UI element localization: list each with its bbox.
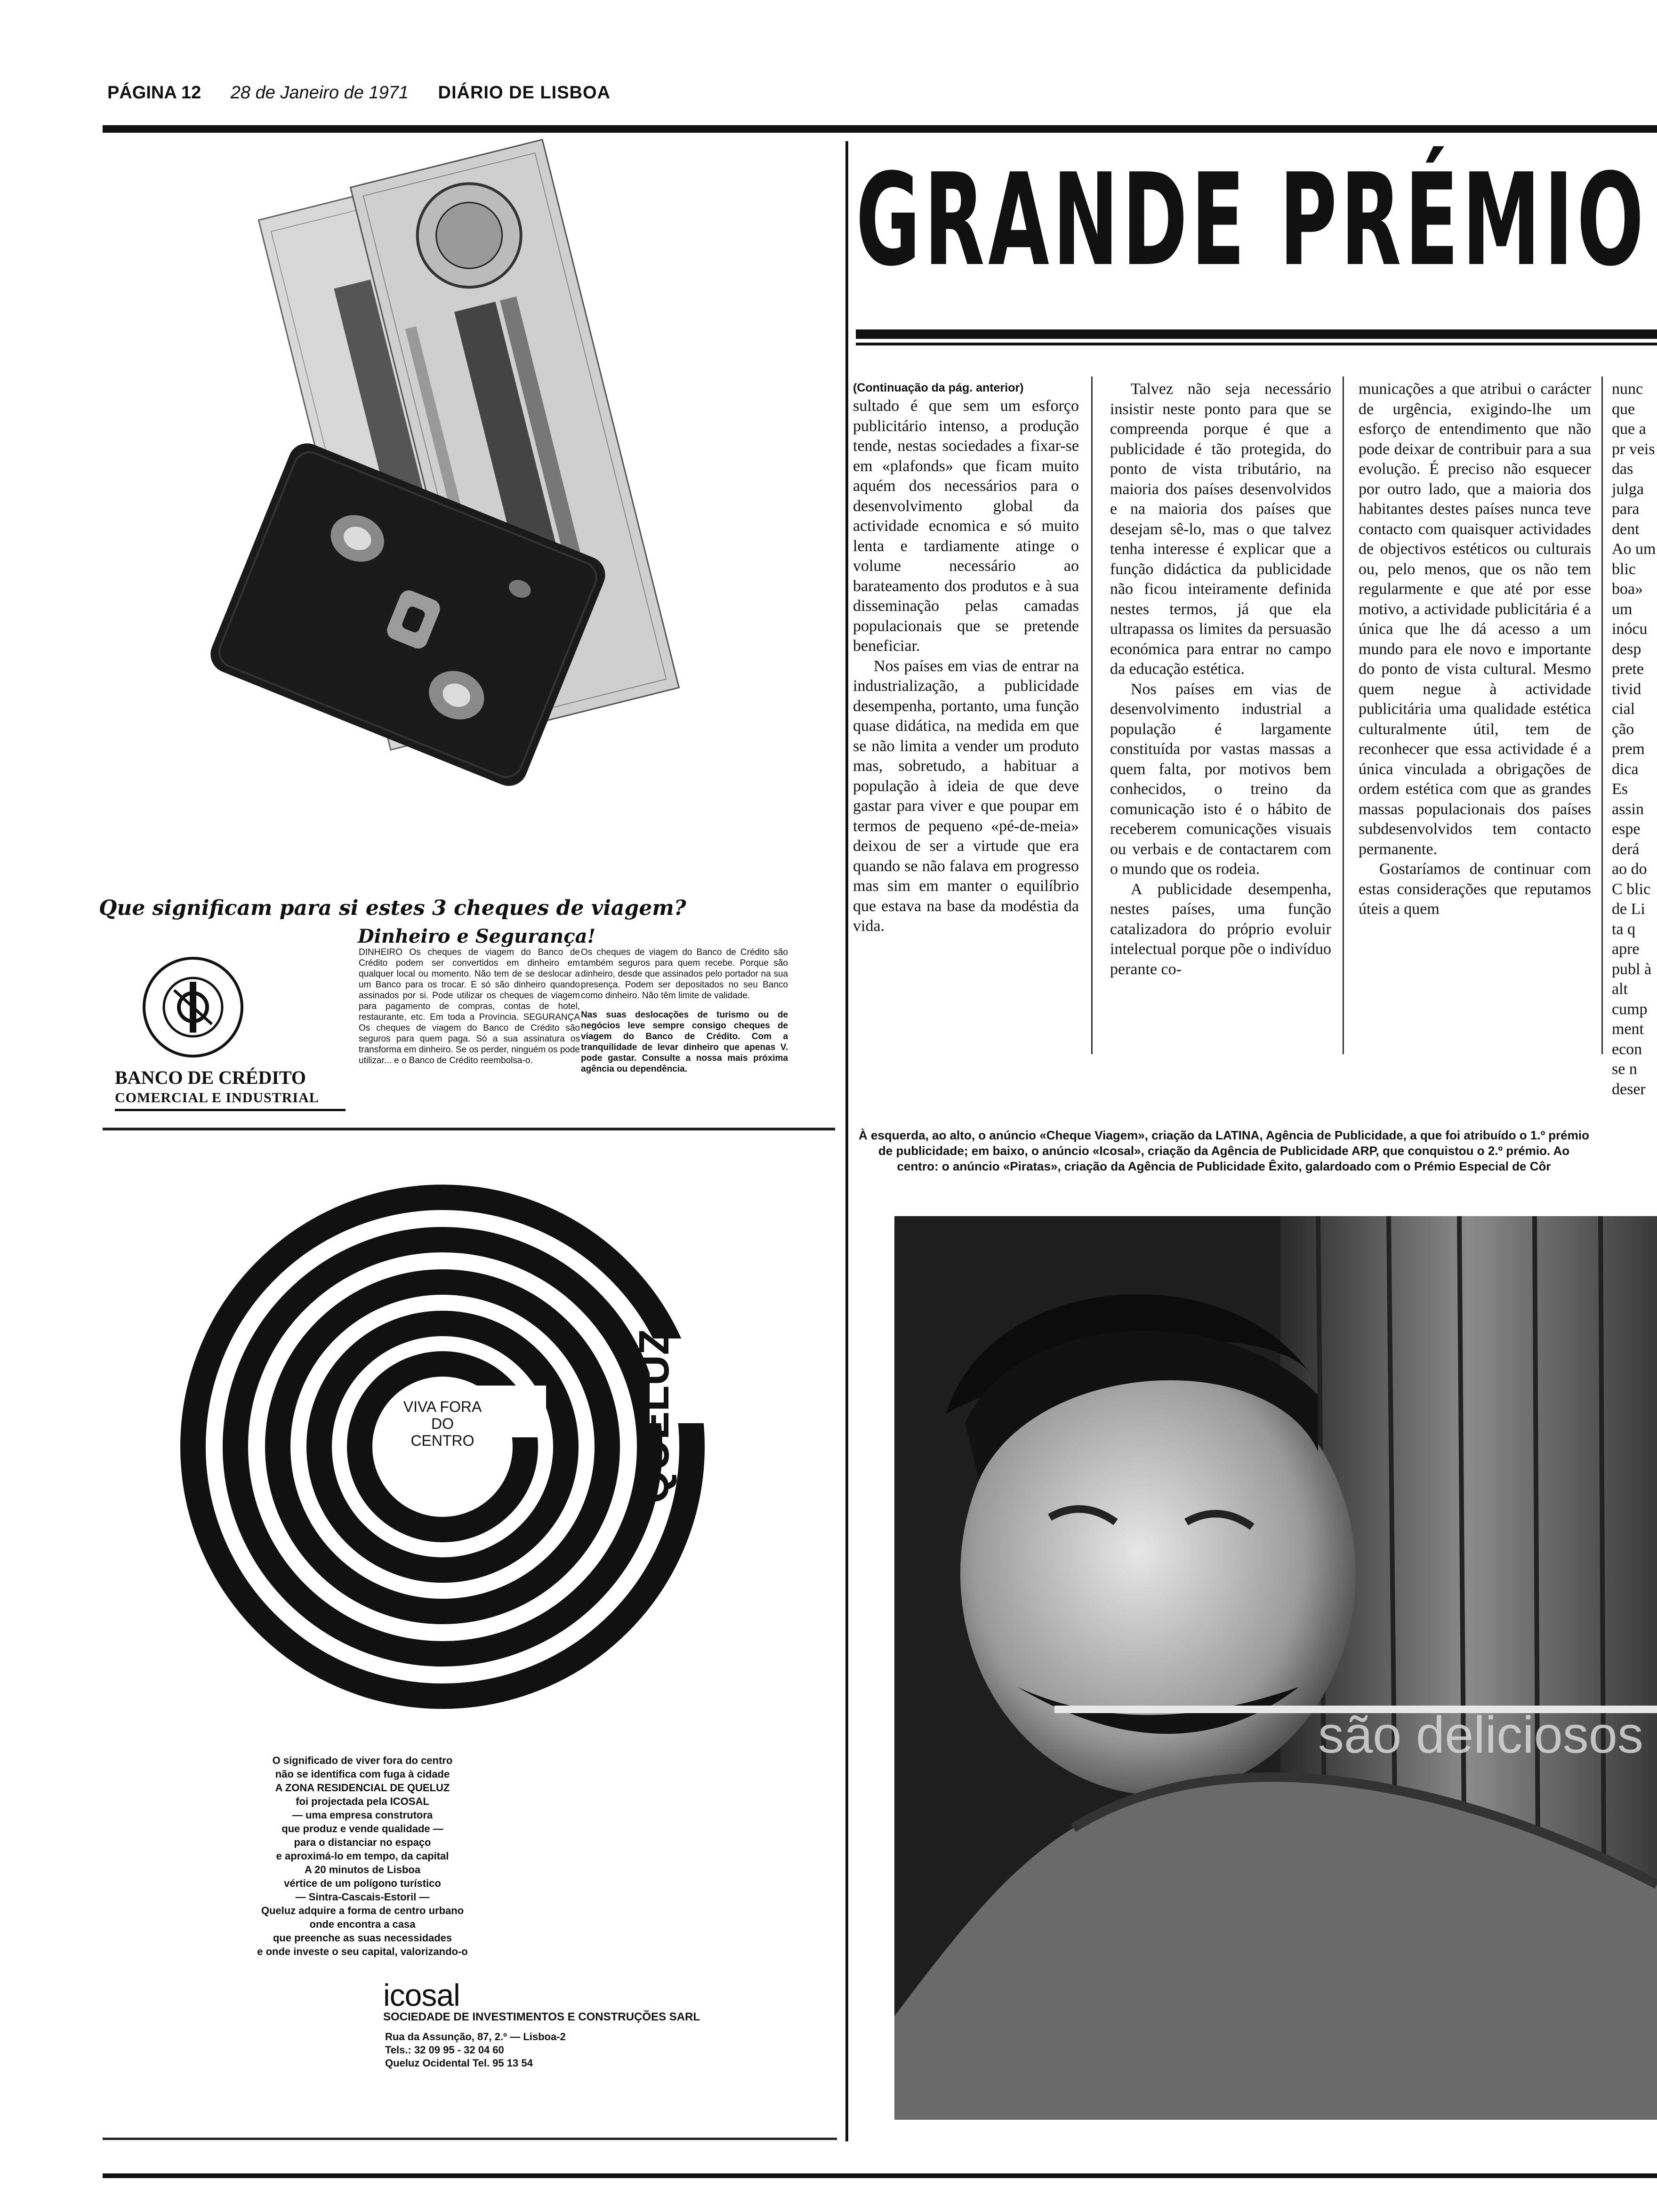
column-rule (1091, 377, 1093, 1054)
icosal-address: Rua da Assunção, 87, 2.º — Lisboa-2 (385, 2031, 566, 2043)
bank-name-underline (115, 1109, 346, 1111)
queluz-line: foi projectada pela ICOSAL (296, 1795, 429, 1807)
article-column-1 (853, 379, 1079, 937)
column-divider (845, 141, 848, 2141)
icosal-queluz-phone: Queluz Ocidental Tel. 95 13 54 (385, 2057, 533, 2069)
article-paragraph: municações a que atribui o carácter de urgência, exigindo-lhe um esforço de entendimento que não pode deixar de contribuir para a sua evolução. É preciso não esquecer por outro lado, que a maioria dos habitantes destes países nunca teve contacto com quaisquer actividades de objectivos estéticos ou culturais ou, pelo menos, que os não tem regularmente e que até por esse motivo, a actividade publicitária é a única que lhe dá acesso a um mundo para ele novo e importante do ponto de vista cultural. Mesmo quem negue à actividade publicitária uma qualidade estética culturalmente útil, tem de reconhecer que essa actividade é a única vinculada a obrigações de ordem estética com que as grandes massas populacionais dos países subdesenvolvidos tem contacto permanente. (1359, 380, 1591, 858)
travel-cheques-photo (226, 141, 767, 880)
queluz-line: que preenche as suas necessidades (273, 1932, 452, 1944)
queluz-line: vértice de um polígono turístico (284, 1877, 441, 1889)
headline-rule-thin (856, 343, 1657, 345)
issue-date: 28 de Janeiro de 1971 (230, 83, 409, 103)
queluz-line: A 20 minutos de Lisboa (304, 1864, 421, 1875)
queluz-vertical-label: QUELUZ (631, 1329, 678, 1503)
photo-overlay-text: são deliciosos (1318, 1706, 1643, 1764)
queluz-line: — Sintra-Cascais-Estoril — (295, 1891, 430, 1903)
column-rule (1343, 377, 1344, 1054)
column-rule (1601, 377, 1603, 1054)
queluz-line: e onde investe o seu capital, valorizando-o (257, 1946, 468, 1957)
cheque-ad-question: Que significam para si estes 3 cheques de viagem? (99, 896, 686, 920)
ad-separator (103, 1128, 835, 1130)
icosal-phones: Tels.: 32 09 95 - 32 04 60 (385, 2044, 504, 2056)
masthead (107, 83, 719, 111)
queluz-line: onde encontra a casa (309, 1918, 416, 1930)
bank-logo (141, 955, 245, 1059)
queluz-line: não se identifica com fuga à cidade (275, 1768, 450, 1780)
piratas-ad-photo (894, 1216, 1657, 2120)
continuation-note: (Continuação da pág. anterior) (853, 381, 1024, 394)
cheque-ad-paragraph: Nas suas deslocações de turismo ou de negócios leve sempre consigo cheques de viagem do Banco de Crédito. Com a tranquilidade de levar dinheiro que apenas V. pode gastar. Consulte a nossa mais próxima agência ou dependência. (581, 1010, 788, 1074)
spiral-center-line-1: VIVA FORA (403, 1398, 482, 1415)
photo-caption: À esquerda, ao alto, o anúncio «Cheque Viagem», criação da LATINA, Agência de Publicidade, a que foi atribuído o 1.º prémio de publicidade; em baixo, o anúncio «Icosal», criação da Agência de Publicidade ARP, que conquistou o 2.º prémio. Ao centro: o anúncio «Piratas», criação da Agência de Publicidade Êxito, galardoado com o Prémio Especial de Côr (858, 1128, 1589, 1173)
queluz-line: para o distanciar no espaço (294, 1836, 431, 1848)
queluz-line: — uma empresa construtora (292, 1809, 433, 1821)
bank-name: BANCO DE CRÉDITO (115, 1067, 306, 1088)
bank-name-sub: COMERCIAL E INDUSTRIAL (115, 1090, 319, 1106)
article-paragraph: Nos países em vias de desenvolvimento industrial a população é largamente constituída por vastas massas a quem falta, por motivos bem conhecidos, o treino da comunicação isto é o hábito de receberem comunicações visuais ou verbais e de contactarem com o mundo que os rodeia. (1110, 680, 1331, 878)
cheque-ad-body-1: DINHEIRO Os cheques de viagem do Banco de Crédito podem ser convertidos em dinheiro em qualquer local ou momento. Não tem de se deslocar a um Banco para os trocar. E só são dinheiro quando assinados por si. Pode utilizar os cheques de viagem para pagamento de compras, contas de hotel, restaurante, etc. Em toda a Província. SEGURANÇA Os cheques de viagem do Banco de Crédito são seguros para quem paga. Só a sua assinatura os transforma em dinheiro. Se os perder, ninguém os pode utilizar... e o Banco de Crédito reembolsa-o. (359, 947, 580, 1066)
bottom-rule (103, 2173, 1657, 2178)
icosal-logo: icosal (383, 1978, 460, 2012)
queluz-line: O significado de viver fora do centro (272, 1755, 453, 1766)
article-paragraph: Nos países em vias de entrar na industrialização, a publicidade desempenha, portanto, uma função quase didática, na medida em que se não limita a vender um produto mas, sobretudo, a habituar a população à ideia de que deve gastar para viver e que poupar em termos de pequeno «pé-de-meia» deixou de ser a virtude que era quando se não falava em progresso mas sim em manter o equilíbrio que estava na base da modéstia da vida. (853, 657, 1079, 935)
queluz-spiral-graphic (179, 1183, 791, 1720)
icosal-contacts (385, 2030, 566, 2070)
spiral-center-line-2: DO (431, 1415, 454, 1432)
queluz-line: A ZONA RESIDENCIAL DE QUELUZ (275, 1782, 450, 1794)
headline-rule (856, 329, 1657, 339)
icosal-full-name: SOCIEDADE DE INVESTIMENTOS E CONSTRUÇÕES SARL (383, 2011, 700, 2023)
newspaper-name: DIÁRIO DE LISBOA (438, 83, 611, 103)
article-paragraph: Talvez não seja necessário insistir neste ponto para que se compreenda porque é que a publicidade é tão protegida, do ponto de vista tributário, na maioria dos países desenvolvidos e na maioria dos países que desejam sê-lo, mas o que talvez tenha interesse é explicar que a função didáctica da publicidade não ficou inteiramente definida nestes termos, já que ela ultrapassa os limites da persuasão económica para entrar no campo da educação estética. (1110, 380, 1331, 678)
page-number: PÁGINA 12 (107, 83, 201, 103)
article-column-2 (1110, 379, 1331, 979)
cheque-ad-paragraph: Os cheques de viagem do Banco de Crédito são também seguros para quem recebe. Porque são dinheiro, desde que assinados pelo portador na sua presença. Podem ser depositados no seu Banco como dinheiro. Não têm limite de validade. (581, 947, 788, 1001)
spiral-center-line-3: CENTRO (410, 1432, 475, 1449)
queluz-line: que produz e vende qualidade — (282, 1823, 443, 1835)
queluz-ad-text (198, 1754, 527, 1958)
left-bottom-rule (103, 2138, 837, 2140)
article-paragraph: A publicidade desempenha, nestes países, uma função catalizadora do próprio evoluir intelectual porque põe o indivíduo perante co- (1110, 880, 1331, 978)
cheque-ad-answer: Dinheiro e Segurança! (358, 925, 596, 947)
page-headline: GRANDE PRÉMIO (856, 146, 1648, 294)
cheque-ad-body-2 (581, 947, 788, 1074)
queluz-line: e aproximá-lo em tempo, da capital (276, 1850, 449, 1862)
queluz-line: Queluz adquire a forma de centro urbano (261, 1905, 464, 1916)
top-rule (103, 125, 1657, 133)
article-column-4-cropped: nunc que que a pr veis das julga para dent Ao um blic boa» um inócu desp prete tivid cial ção prem dica Es assin espe derá ao do C blic de Li ta q apre publ à alt cump ment econ se n deser (1612, 380, 1656, 1098)
article-paragraph: sultado é que sem um esforço publicitário intenso, a produção tende, nestas sociedades a fixar-se em «plafonds» que ficam muito aquém dos necessários para o desenvolvimento global da actividade ecnomica e só muito lenta e tardiamente atinge o volume necessário ao barateamento dos produtos e à sua disseminação pelas camadas populacionais que se pretende beneficiar. (853, 397, 1079, 655)
article-column-3 (1359, 379, 1591, 920)
article-paragraph: Gostaríamos de continuar com estas considerações que reputamos úteis a quem (1359, 860, 1591, 918)
